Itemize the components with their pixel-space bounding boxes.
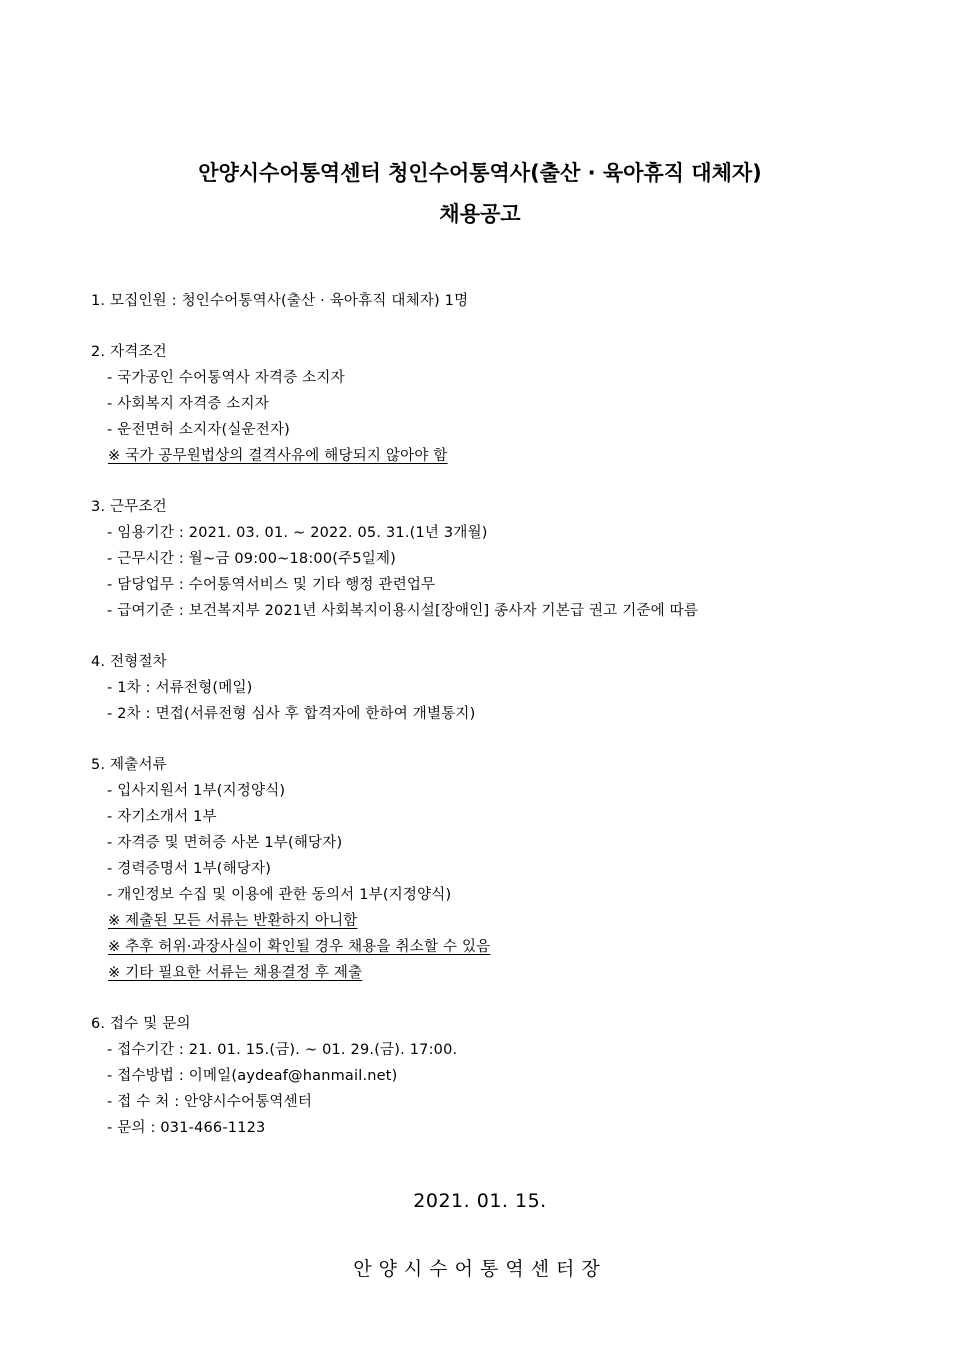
- notice-subtitle: 채용공고: [439, 202, 521, 226]
- section-1-recruitment: 1. 모집인원 : 청인수어통역사(출산 · 육아휴직 대체자) 1명: [91, 293, 469, 309]
- section-4-heading: 4. 전형절차: [91, 654, 167, 670]
- work-condition-item: - 급여기준 : 보건복지부 2021년 사회복지이용시설[장애인] 종사자 기본급 권고 기준에 따름: [107, 603, 699, 619]
- section-2-heading: 2. 자격조건: [91, 344, 167, 360]
- application-info-item: - 접 수 처 : 안양시수어통역센터: [107, 1094, 313, 1110]
- work-condition-item: - 근무시간 : 월~금 09:00~18:00(주5일제): [107, 551, 397, 567]
- section-5-heading: 5. 제출서류: [91, 757, 167, 773]
- section-3-heading: 3. 근무조건: [91, 499, 167, 515]
- application-info-item: - 문의 : 031-466-1123: [107, 1120, 266, 1136]
- work-condition-item: - 담당업무 : 수어통역서비스 및 기타 행정 관련업무: [107, 577, 436, 593]
- notice-title: 안양시수어통역센터 청인수어통역사(출산 · 육아휴직 대체자): [198, 161, 762, 185]
- qualification-item: - 운전면허 소지자(실운전자): [107, 422, 291, 438]
- document-item: - 자기소개서 1부: [107, 809, 217, 825]
- application-info-item: - 접수기간 : 21. 01. 15.(금). ~ 01. 29.(금). 17:00.: [107, 1042, 458, 1058]
- qualification-note: ※ 국가 공무원법상의 결격사유에 해당되지 않아야 함: [108, 448, 448, 464]
- document-item: - 경력증명서 1부(해당자): [107, 861, 272, 877]
- qualification-item: - 사회복지 자격증 소지자: [107, 396, 269, 412]
- notice-date: 2021. 01. 15.: [413, 1190, 547, 1212]
- document-note: ※ 제출된 모든 서류는 반환하지 아니함: [108, 913, 358, 929]
- document-item: - 자격증 및 면허증 사본 1부(해당자): [107, 835, 343, 851]
- selection-step-item: - 1차 : 서류전형(메일): [107, 680, 253, 696]
- document-note: ※ 기타 필요한 서류는 채용결정 후 제출: [108, 965, 363, 981]
- qualification-item: - 국가공인 수어통역사 자격증 소지자: [107, 370, 345, 386]
- section-6-heading: 6. 접수 및 문의: [91, 1016, 191, 1032]
- document-note: ※ 추후 허위·과장사실이 확인될 경우 채용을 취소할 수 있음: [108, 939, 491, 955]
- document-item: - 개인정보 수집 및 이용에 관한 동의서 1부(지정양식): [107, 887, 452, 903]
- application-info-item: - 접수방법 : 이메일(aydeaf@hanmail.net): [107, 1068, 398, 1084]
- work-condition-item: - 임용기간 : 2021. 03. 01. ~ 2022. 05. 31.(1년 3개월): [107, 525, 488, 541]
- signer-name: 안양시수어통역센터장: [353, 1258, 607, 1280]
- selection-step-item: - 2차 : 면접(서류전형 심사 후 합격자에 한하여 개별통지): [107, 706, 476, 722]
- document-item: - 입사지원서 1부(지정양식): [107, 783, 286, 799]
